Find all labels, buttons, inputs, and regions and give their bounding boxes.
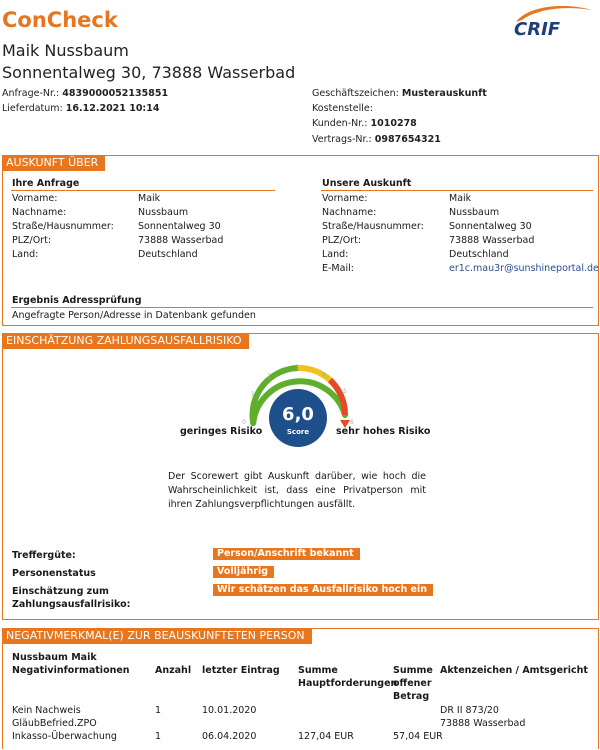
ua-value: Deutschland: [449, 249, 509, 260]
column-header: letzter Eintrag: [202, 665, 280, 676]
person-name: Maik Nussbaum: [2, 41, 129, 60]
section-title-auskunft: AUSKUNFT ÜBER: [2, 155, 105, 171]
table-cell: GläubBefried.ZPO: [12, 718, 97, 729]
high-risk-label: sehr hohes Risiko: [336, 426, 431, 437]
ia-value: Maik: [138, 193, 161, 204]
ua-value: 73888 Wasserbad: [449, 235, 535, 246]
result-badge: Person/Anschrift bekannt: [213, 548, 360, 560]
result-label: Personenstatus: [12, 568, 96, 579]
ia-label: Land:: [12, 249, 39, 260]
column-header: Summe Hauptforderungen: [298, 665, 398, 689]
table-cell: Kein Nachweis: [12, 705, 81, 716]
scale-tick: 4: [322, 372, 326, 379]
ia-label: Straße/Hausnummer:: [12, 221, 114, 232]
brand-title: ConCheck: [2, 8, 118, 32]
scale-tick: 0: [242, 419, 246, 426]
anfrage-nr: Anfrage-Nr.: 4839000052135851: [2, 88, 169, 99]
section-title-risk: EINSCHÄTZUNG ZAHLUNGSAUSFALLRISIKO: [2, 333, 249, 349]
logo-text: CRIF: [514, 19, 561, 38]
table-cell: Inkasso-Überwachung: [12, 731, 117, 742]
ua-label: Nachname:: [322, 207, 377, 218]
email-link[interactable]: er1c.mau3r@sunshineportal.de: [449, 263, 599, 274]
result-badge: Volljährig: [213, 566, 274, 578]
column-header: Negativinformationen: [12, 665, 130, 676]
table-cell: 127,04 EUR: [298, 731, 354, 742]
ua-label: PLZ/Ort:: [322, 235, 362, 246]
scale-tick: 3: [295, 364, 299, 371]
unsere-auskunft-heading: Unsere Auskunft: [322, 178, 412, 189]
table-cell: 57,04 EUR: [393, 731, 443, 742]
ia-label: PLZ/Ort:: [12, 235, 52, 246]
ergebnis-text: Angefragte Person/Adresse in Datenbank gefunden: [12, 310, 256, 321]
ia-label: Nachname:: [12, 207, 67, 218]
score-description: Der Scorewert gibt Auskunft darüber, wie hoch die Wahrscheinlichkeit ist, dass eine Privatperson mit ihren Zahlungsverpflichtungen ausfällt.: [168, 471, 426, 510]
low-risk-label: geringes Risiko: [180, 426, 263, 437]
negativ-person: Nussbaum Maik: [12, 652, 97, 663]
geschaeftszeichen: Geschäftszeichen: Musterauskunft: [312, 88, 487, 99]
table-cell: DR II 873/20: [440, 705, 499, 716]
ergebnis-heading: Ergebnis Adressprüfung: [12, 295, 142, 306]
ua-label: Land:: [322, 249, 349, 260]
result-label: Einschätzung zum: [12, 586, 109, 597]
table-cell: 73888 Wasserbad: [440, 718, 526, 729]
score-label: Score: [286, 428, 310, 436]
column-header: Aktenzeichen / Amtsgericht: [440, 665, 588, 676]
scale-tick: 2: [267, 373, 271, 380]
section-title-negativ: NEGATIVMERKMAL(E) ZUR BEAUSKUNFTETEN PERSON: [2, 628, 312, 644]
ia-value: 73888 Wasserbad: [138, 235, 224, 246]
vertrags-nr: Vertrags-Nr.: 0987654321: [312, 134, 441, 145]
ua-label: Vorname:: [322, 193, 368, 204]
ua-label: Straße/Hausnummer:: [322, 221, 424, 232]
table-cell: 10.01.2020: [202, 705, 257, 716]
column-header: Anzahl: [155, 665, 192, 676]
ua-value: Sonnentalweg 30: [449, 221, 532, 232]
ihre-anfrage-heading: Ihre Anfrage: [12, 178, 80, 189]
scale-tick: 6: [350, 419, 354, 426]
table-cell: 06.04.2020: [202, 731, 257, 742]
person-address: Sonnentalweg 30, 73888 Wasserbad: [2, 63, 296, 82]
score-value: 6,0: [282, 404, 314, 425]
table-cell: 1: [155, 705, 162, 716]
ua-value: Maik: [449, 193, 472, 204]
lieferdatum: Lieferdatum: 16.12.2021 10:14: [2, 103, 160, 114]
column-header: Summe offener Betrag: [393, 665, 433, 702]
ua-value: Nussbaum: [449, 207, 500, 218]
ia-label: Vorname:: [12, 193, 58, 204]
result-label: Treffergüte:: [12, 550, 76, 561]
scale-tick: 5: [343, 388, 347, 395]
ia-value: Sonnentalweg 30: [138, 221, 221, 232]
kostenstelle: Kostenstelle:: [312, 103, 373, 114]
ia-value: Nussbaum: [138, 207, 189, 218]
ua-label: E-Mail:: [322, 263, 354, 274]
scale-tick: 1: [251, 391, 255, 398]
table-cell: 1: [155, 731, 162, 742]
result-badge: Wir schätzen das Ausfallrisiko hoch ein: [213, 584, 433, 596]
ia-value: Deutschland: [138, 249, 198, 260]
result-label: Zahlungsausfallrisiko:: [12, 599, 131, 610]
kunden-nr: Kunden-Nr.: 1010278: [312, 118, 417, 129]
